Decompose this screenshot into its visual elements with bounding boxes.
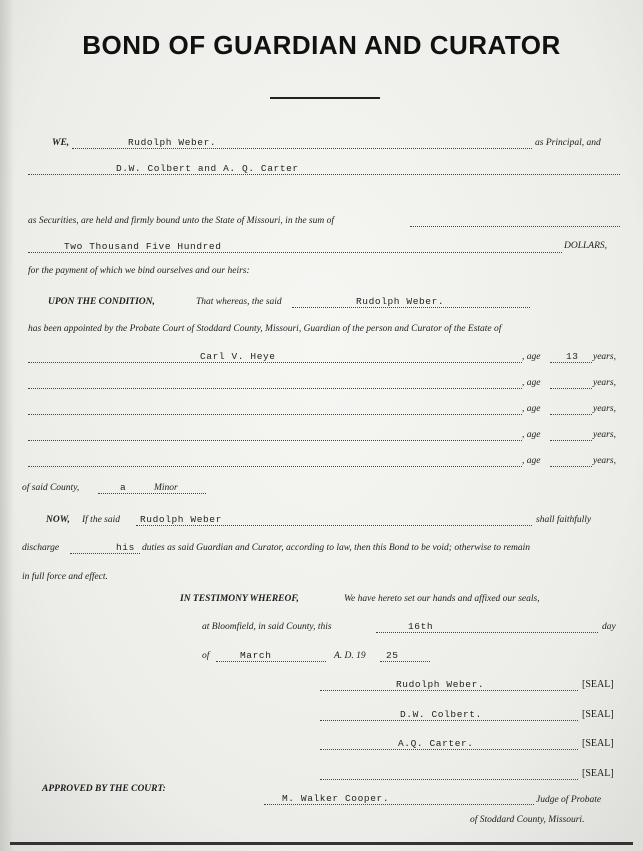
age-line (550, 414, 592, 415)
signature-line (320, 720, 578, 721)
minor-name-line (28, 414, 522, 415)
day-line (376, 632, 598, 633)
signature-line (320, 779, 578, 780)
discharge-fill: his (116, 542, 135, 553)
scan-edge-shadow (0, 0, 14, 851)
day-label: day (602, 622, 616, 632)
age-line (550, 466, 592, 467)
condition-label: UPON THE CONDITION, (48, 297, 155, 307)
age-line (550, 440, 592, 441)
now-suffix: shall faithfully (536, 515, 592, 525)
county-label: of said County, (22, 483, 80, 493)
signature-name: A.Q. Carter. (398, 738, 474, 749)
signature-name: D.W. Colbert. (400, 709, 482, 720)
seal-label: [SEAL] (582, 679, 614, 690)
years-label: years, (593, 404, 616, 414)
signature-line (320, 690, 578, 691)
appointment-text: has been appointed by the Probate Court of Stoddard County, Missouri, Guardian of the person and Curator of the Estate of (28, 324, 502, 334)
month-value: March (240, 650, 272, 661)
seal-label: [SEAL] (582, 709, 614, 720)
day-value: 16th (408, 621, 434, 632)
age-label: , age (522, 430, 541, 440)
age-label: , age (522, 378, 541, 388)
principal-name: Rudolph Weber. (128, 137, 217, 148)
discharge-text: duties as said Guardian and Curator, according to law, then this Bond to be void; otherwise to remain (142, 543, 530, 553)
dollars-label: DOLLARS, (564, 241, 608, 251)
bottom-border (10, 842, 633, 845)
judge-name: M. Walker Cooper. (282, 793, 390, 804)
principal-suffix: as Principal, and (535, 138, 601, 148)
of-label: of (202, 651, 210, 661)
condition-name: Rudolph Weber. (356, 296, 445, 307)
minor-name-line (28, 362, 522, 363)
years-label: years, (593, 430, 616, 440)
discharge-label: discharge (22, 543, 60, 553)
age-label: , age (522, 352, 541, 362)
condition-text: That whereas, the said (196, 297, 282, 307)
year-value: 25 (386, 650, 399, 661)
minor-count: a (120, 482, 127, 493)
signature-name: Rudolph Weber. (396, 679, 485, 690)
minor-label: Minor (154, 483, 178, 493)
now-name: Rudolph Weber (140, 514, 222, 525)
testimony-label: IN TESTIMONY WHEREOF, (180, 594, 299, 604)
seal-label: [SEAL] (582, 768, 614, 779)
seal-label: [SEAL] (582, 738, 614, 749)
years-label: years, (593, 378, 616, 388)
place-text: at Bloomfield, in said County, this (202, 622, 332, 632)
sum-amount: Two Thousand Five Hundred (64, 241, 222, 252)
testimony-text: We have hereto set our hands and affixed our seals, (344, 594, 540, 604)
securities-line (28, 174, 620, 175)
principal-line (72, 148, 532, 149)
bound-text: as Securities, are held and firmly bound unto the State of Missouri, in the sum of (28, 216, 334, 226)
approval-label: APPROVED BY THE COURT: (42, 784, 166, 794)
minor-name-line (28, 388, 522, 389)
now-label: NOW, (46, 515, 70, 525)
sum-line-a (410, 226, 620, 227)
document-title: BOND OF GUARDIAN AND CURATOR (82, 30, 561, 60)
payment-text: for the payment of which we bind ourselves and our heirs: (28, 266, 250, 276)
minor-name: Carl V. Heye (200, 351, 276, 362)
judge-line (264, 804, 534, 805)
judge-title: Judge of Probate (536, 795, 602, 805)
now-text: If the said (82, 515, 120, 525)
age-label: , age (522, 404, 541, 414)
year-line (380, 661, 430, 662)
securities-names: D.W. Colbert and A. Q. Carter (116, 163, 299, 174)
minor-name-line (28, 466, 522, 467)
discharge-line (70, 553, 140, 554)
age-label: , age (522, 456, 541, 466)
signature-line (320, 749, 578, 750)
month-line (216, 661, 326, 662)
county-title: of Stoddard County, Missouri. (470, 815, 585, 825)
minor-age: 13 (566, 351, 579, 362)
county-line (98, 493, 206, 494)
title-underline (270, 97, 380, 99)
years-label: years, (593, 352, 616, 362)
years-label: years, (593, 456, 616, 466)
condition-name-line (292, 307, 530, 308)
ad-label: A. D. 19 (334, 651, 366, 661)
age-line (550, 362, 592, 363)
sum-line (28, 252, 562, 253)
age-line (550, 388, 592, 389)
now-name-line (136, 525, 532, 526)
force-text: in full force and effect. (22, 572, 108, 582)
minor-name-line (28, 440, 522, 441)
we-label: WE, (52, 138, 70, 148)
